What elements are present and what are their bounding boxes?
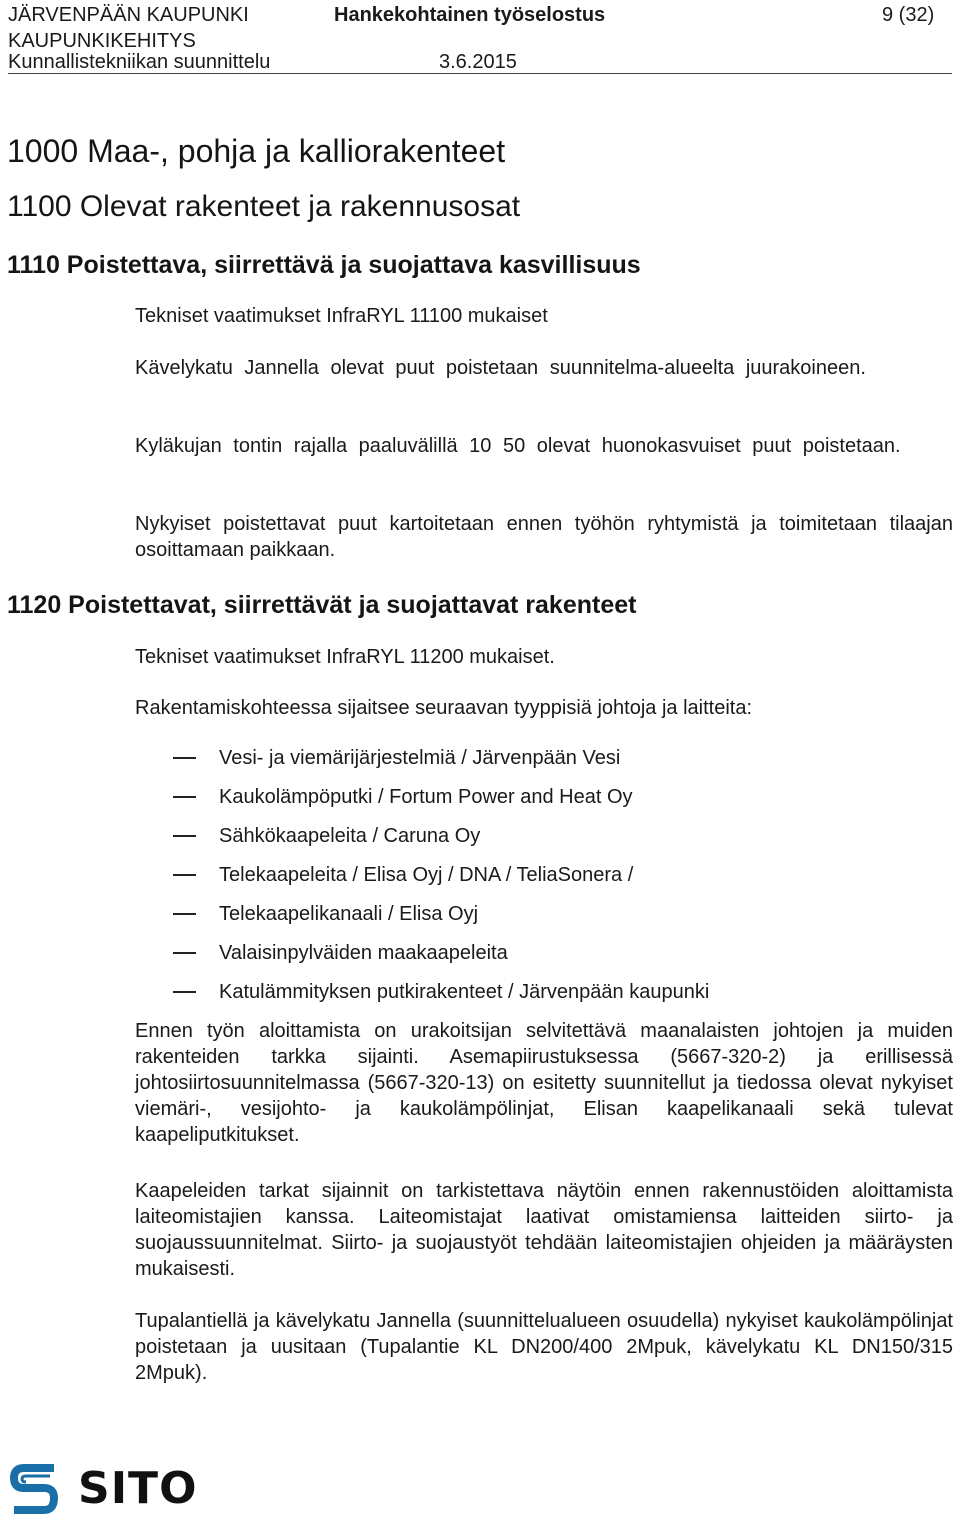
paragraph-1120-intro — [135, 695, 953, 721]
heading-1120: 1120 Poistettavat, siirrettävät ja suojattavat rakenteet — [7, 591, 637, 619]
paragraph-1110-mapping — [135, 511, 953, 563]
paragraph-text: Nykyiset poistettavat puut kartoitetaan ennen työhön ryhtymistä ja toimitetaan tilaajan osoittamaan paikkaan. — [135, 513, 953, 561]
paragraph-text: Ennen työn aloittamista on urakoitsijan selvitettävä maanalaisten johtojen ja muiden rakenteiden tarkka sijainti. Asemapiirustuksessa (5667-320-2) ja erillisessä johtosiirtosuunnitelmassa (5667-320-13) on esitetty suunnitellut ja tiedossa olevat nykyiset viemäri-, vesijohto- ja kaukolämpölinjat, Elisan kaapelikanaali sekä tulevat kaapeliputkitukset. — [135, 1020, 953, 1146]
paragraph-1120-locate-utilities — [135, 1018, 953, 1148]
list-dash — [173, 874, 196, 876]
list-dash — [173, 757, 196, 759]
paragraph-text: Kyläkujan tontin rajalla paaluvälillä 10 50 olevat huonokasvuiset puut poistetaan. — [135, 435, 901, 457]
list-dash — [173, 796, 196, 798]
header-org-name: JÄRVENPÄÄN KAUPUNKI — [8, 4, 249, 26]
list-item: Vesi- ja viemärijärjestelmiä / Järvenpään Vesi — [219, 747, 621, 769]
list-item: Telekaapelikanaali / Elisa Oyj — [219, 903, 479, 925]
list-item: Kaukolämpöputki / Fortum Power and Heat Oy — [219, 786, 633, 808]
list-item: Telekaapeleita / Elisa Oyj / DNA / TeliaSonera / — [219, 864, 634, 886]
header-divider — [8, 73, 952, 74]
sito-logo — [10, 1463, 198, 1514]
paragraph-text: Kaapeleiden tarkat sijainnit on tarkistettava näytöin ennen rakennustöiden aloittamista laiteomistajien kanssa. Laiteomistajat laativat omistamiensa laitteiden siirto- ja suojaussuunnitelmat. Siirto- ja suojaustyöt tehdään laiteomistajien ohjeiden ja määräysten mukaisesti. — [135, 1180, 953, 1280]
header-department: KAUPUNKIKEHITYS — [8, 30, 196, 52]
heading-1110: 1110 Poistettava, siirrettävä ja suojattava kasvillisuus — [7, 251, 641, 279]
paragraph-text: Rakentamiskohteessa sijaitsee seuraavan tyyppisiä johtoja ja laitteita: — [135, 697, 753, 719]
header-date: 3.6.2015 — [439, 51, 517, 73]
paragraph-text: Tekniset vaatimukset InfraRYL 11200 mukaiset. — [135, 646, 555, 668]
paragraph-1110-trees-removed — [135, 355, 953, 381]
paragraph-text: Tekniset vaatimukset InfraRYL 11100 mukaiset — [135, 305, 548, 327]
paragraph-1110-kylakuja — [135, 433, 953, 459]
sito-wordmark: SITO — [78, 1463, 198, 1514]
heading-1000: 1000 Maa-, pohja ja kalliorakenteet — [7, 133, 506, 169]
header-unit: Kunnallistekniikan suunnittelu — [8, 51, 271, 73]
list-dash — [173, 835, 196, 837]
paragraph-1120-cable-locations — [135, 1178, 953, 1282]
list-dash — [173, 952, 196, 954]
header-document-title: Hankekohtainen työselostus — [334, 4, 606, 26]
paragraph-1120-district-heating — [135, 1308, 953, 1386]
paragraph-1110-requirements — [135, 303, 953, 329]
sito-s-icon — [10, 1464, 58, 1514]
header-page-number: 9 (32) — [882, 4, 935, 26]
list-dash — [173, 913, 196, 915]
list-item: Valaisinpylväiden maakaapeleita — [219, 942, 508, 964]
paragraph-text: Kävelykatu Jannella olevat puut poistetaan suunnitelma-alueelta juurakoineen. — [135, 357, 866, 379]
list-dash — [173, 991, 196, 993]
paragraph-1120-requirements — [135, 644, 953, 670]
paragraph-text: Tupalantiellä ja kävelykatu Jannella (suunnittelualueen osuudella) nykyiset kaukolämpölinjat poistetaan ja uusitaan (Tupalantie KL DN200/400 2Mpuk, kävelykatu KL DN150/315 2Mpuk). — [135, 1310, 953, 1384]
list-item: Sähkökaapeleita / Caruna Oy — [219, 825, 481, 847]
list-item: Katulämmityksen putkirakenteet / Järvenpään kaupunki — [219, 981, 710, 1003]
heading-1100: 1100 Olevat rakenteet ja rakennusosat — [7, 190, 521, 223]
